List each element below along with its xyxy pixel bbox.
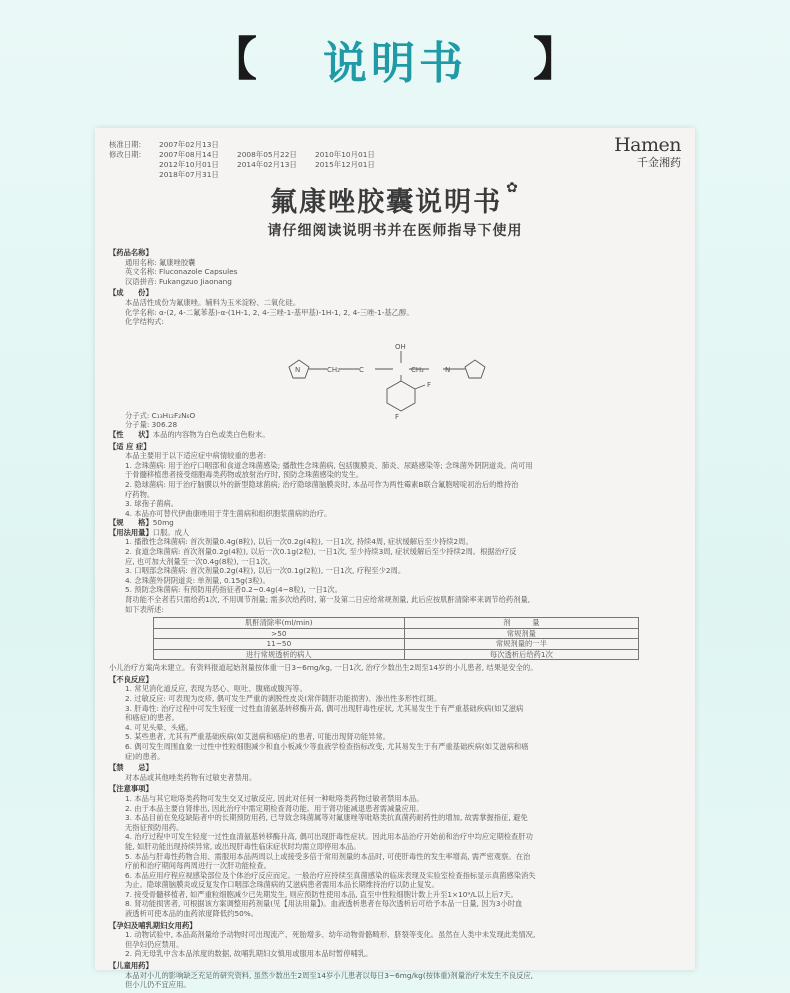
- banner-title: 说明书: [323, 38, 467, 89]
- section-heading: 【适 应 症】: [109, 441, 151, 451]
- brand-logo: [614, 134, 681, 170]
- text-line: 液透析可使本品的血药浓度降低约50%。: [125, 909, 258, 919]
- section-heading: 【成 份】: [109, 288, 153, 298]
- section-heading: 【规 格】: [109, 518, 153, 528]
- svg-text:OH: OH: [395, 342, 406, 351]
- text-line: 1. 播散性念珠菌病: 首次剂量0.4g(8粒), 以后一次0.2g(4粒), 一日1次, 持续4周, 症状缓解后至少持续2周。: [125, 537, 473, 547]
- text-line: 症)的患者。: [125, 751, 165, 761]
- text-line: 6. 本品应用疗程应视感染部位及个体治疗反应而定。一般治疗应持续至真菌感染的临床表现及实验室检查指标显示真菌感染消失: [125, 870, 536, 880]
- section-heading: 【孕妇及哺乳期妇女用药】: [109, 920, 197, 930]
- table-cell: 11~50: [154, 639, 405, 650]
- text-line: 2. 由于本品主要自肾排出, 因此治疗中需定期检查肾功能。用于肾功能减退患者需减量应用。: [125, 803, 424, 813]
- svg-text:C: C: [359, 365, 364, 374]
- text-line: 和癌症)的患者。: [125, 713, 179, 723]
- text-line: 本品活性成份为氟康唑。辅料为玉米淀粉、二氧化硅。: [125, 297, 301, 307]
- meta-date: 2012年10月01日: [159, 160, 219, 169]
- document-subtitle: 请仔细阅读说明书并在医师指导下使用: [267, 223, 523, 239]
- section-heading: 【儿童用药】: [109, 961, 153, 971]
- meta-date: 2018年07月31日: [159, 170, 219, 179]
- text-line: 3. 口咽部念珠菌病: 首次剂量0.2g(4粒), 以后一次0.1g(2粒), 一日1次, 疗程至少2周。: [125, 566, 406, 576]
- approval-dates: [109, 140, 395, 180]
- section-heading: 【不良反应】: [109, 674, 153, 684]
- table-header: 剂 量: [404, 618, 638, 629]
- document-title: [95, 180, 695, 219]
- text-line: 化学结构式:: [125, 317, 164, 327]
- svg-text:CH₂: CH₂: [411, 365, 424, 374]
- text-line: 化学名称: α-(2, 4-二氟苯基)-α-(1H-1, 2, 4-三唑-1-基甲基)-1H-1, 2, 4-三唑-1-基乙醇。: [125, 307, 414, 317]
- text-line: 小儿治疗方案尚未建立。有资料报道起始剂量按体重一日3~6mg/kg, 一日1次, 治疗少数出生2周至14岁的小儿患者, 结果是安全的。: [109, 663, 538, 673]
- text-line: 本品对小儿的影响缺乏充足的研究资料, 虽然少数出生2周至14岁小儿患者以每日3~6mg/kg(按体重)剂量治疗未发生不良反应,: [125, 970, 533, 980]
- text-line: 4. 治疗过程中可发生轻度一过性血清氨基转移酶升高, 偶可出现肝毒性症状。因此用本品治疗开始前和治疗中均应定期检查肝功: [125, 832, 533, 842]
- text-line: 对本品或其他唑类药物有过敏史者禁用。: [125, 772, 257, 782]
- text-line: 3. 肝毒性: 治疗过程中可发生轻度一过性血清氨基转移酶升高, 偶可出现肝毒性症状, 尤其易发生于有严重基础疾病(如艾滋病: [125, 703, 524, 713]
- text-line: 1. 本品与其它吡咯类药物可发生交叉过敏反应, 因此对任何一种吡咯类药物过敏者禁用本品。: [125, 793, 424, 803]
- text-line: 疗前和治疗期间每两周进行一次肝功能检查。: [125, 861, 271, 871]
- text-line: 汉语拼音: Fukangzuo Jiaonang: [125, 276, 232, 286]
- meta-date: 2015年12月01日: [315, 160, 375, 169]
- svg-text:CH₂: CH₂: [327, 365, 340, 374]
- text-line: 1. 动物试验中, 本品高剂量给予动物时可出现流产、死胎增多、幼年动物骨骼畸形、脐裂等变化。虽然在人类中未发现此类情况,: [125, 930, 536, 940]
- leaflet-body: [109, 246, 684, 990]
- molecular-formula: 分子式: C₁₃H₁₂F₂N₆O: [125, 410, 196, 420]
- text-line: 通用名称: 氟康唑胶囊: [125, 257, 196, 267]
- text-line: 2. 过敏反应: 可表现为皮疹, 偶可发生严重的剥脱性皮炎(常伴随肝功能损害)、渗出性多形性红斑。: [125, 694, 442, 703]
- text-line: 3. 本品目前在免疫缺陷者中的长期预防用药, 已导致念珠菌属等对氟康唑等吡咯类抗真菌药耐药性的增加, 故需掌握指征, 避免: [125, 813, 528, 823]
- meta-row: [109, 140, 395, 150]
- text-line: 但小儿仍不宜应用。: [125, 980, 191, 990]
- table-row: [154, 628, 639, 639]
- text-line: 4. 可见头晕、头痛。: [125, 722, 193, 732]
- text-line: 2. 隐球菌病: 用于治疗脑膜以外的新型隐球菌病; 治疗隐球菌脑膜炎时, 本品可作为两性霉素B联合氟胞嘧啶初治后的维持治: [125, 479, 519, 489]
- table-row: [154, 639, 639, 650]
- text-line: 1. 念珠菌病: 用于治疗口咽部和食道念珠菌感染; 播散性念珠菌病, 包括腹膜炎、肺炎、尿路感染等; 念珠菌外阴阴道炎。尚可用: [125, 460, 533, 470]
- text-line: 应, 也可加大剂量至一次0.4g(8粒), 一日1次。: [125, 556, 275, 566]
- section-heading: 【禁 忌】: [109, 763, 153, 773]
- meta-date: 2008年05月22日: [237, 150, 297, 159]
- meta-label: [109, 160, 159, 170]
- meta-date: 2007年02月13日: [159, 140, 219, 149]
- svg-text:N: N: [445, 365, 451, 374]
- text-line: 8. 肾功能损害者, 可根据该方案调整用药剂量(见【用法用量】)。血液透析患者在每次透析后可给予本品一日量, 因为3小时血: [125, 899, 523, 909]
- svg-text:F: F: [427, 380, 432, 389]
- right-bracket: 】: [533, 32, 579, 86]
- meta-date: 2014年02月13日: [237, 160, 297, 169]
- section-heading: 【用法用量】: [109, 527, 153, 537]
- meta-row: [109, 150, 395, 160]
- meta-label: 修改日期:: [109, 150, 142, 159]
- text-line: 3. 球孢子菌病。: [125, 499, 179, 509]
- text-line: 口服。成人: [152, 527, 190, 537]
- text-line: 7. 接受骨髓移植者, 如严重粒细胞减少已先期发生, 则应预防性使用本品, 直至中性粒细胞计数上升至1×10⁹/L以上后7天。: [125, 889, 518, 899]
- text-line: 4. 念珠菌外阴阴道炎: 单剂量, 0.15g(3粒)。: [125, 575, 270, 585]
- text-line: 1. 常见消化道反应, 表现为恶心、呕吐、腹痛或腹泻等。: [125, 684, 307, 694]
- flower-icon: ✿: [506, 180, 520, 196]
- section-heading: 【药品名称】: [109, 248, 153, 257]
- meta-label: [109, 170, 159, 180]
- left-bracket: 【: [211, 32, 257, 86]
- text-line: 6. 偶可发生周围血象一过性中性粒细胞减少和血小板减少等血液学检查指标改变, 尤其易发生于有严重基础疾病(如艾滋病和癌: [125, 741, 529, 751]
- text-line: 2. 尚无母乳中含本品浓度的数据, 故哺乳期妇女慎用或服用本品时暂停哺乳。: [125, 949, 373, 959]
- text-line: 如下表所述:: [125, 604, 164, 614]
- text-line: 肾功能不全者若只需给药1次, 不用调节剂量; 需多次给药时, 第一及第二日应给常规剂量, 此后应按肌酐清除率来调节给药剂量,: [125, 595, 531, 605]
- meta-label: 核准日期:: [109, 140, 142, 149]
- text-line: 疗药物。: [125, 489, 155, 499]
- text-line: 5. 某些患者, 尤其有严重基础疾病(如艾滋病和癌症)的患者, 可能出现肾功能异常。: [125, 732, 391, 742]
- text-line: 50mg: [152, 518, 174, 528]
- meta-date: 2010年10月01日: [315, 150, 375, 159]
- table-header: 肌酐清除率(ml/min): [154, 618, 405, 629]
- text-line: 5. 预防念珠菌病: 有预防用药指征者0.2~0.4g(4~8粒), 一日1次。: [125, 585, 343, 595]
- meta-row: [109, 170, 395, 180]
- text-line: 本品的内容物为白色或类白色粉末。: [152, 429, 270, 439]
- text-line: 4. 本品亦可替代伊曲康唑用于芽生菌病和组织胞浆菌病的治疗。: [125, 508, 332, 518]
- table-cell: 常规剂量的一半: [404, 639, 638, 650]
- table-cell: 进行常规透析的病人: [154, 649, 405, 660]
- section-heading: 【性 状】: [109, 429, 153, 439]
- chemical-structure: [259, 329, 519, 421]
- text-line: 于骨髓移植患者接受细胞毒类药物或放射治疗时, 预防念珠菌感染的发生。: [125, 470, 364, 480]
- svg-text:N: N: [295, 365, 301, 374]
- svg-text:F: F: [395, 412, 400, 421]
- table-row: [154, 649, 639, 660]
- brand-name-en: Hamen: [614, 134, 681, 156]
- text-line: 2. 食道念珠菌病: 首次剂量0.2g(4粒), 以后一次0.1g(2粒), 一日1次, 至少持续3周, 症状缓解后至少持续2周。根据治疗反: [125, 547, 517, 557]
- table-header-row: [154, 618, 639, 629]
- text-line: 本品主要用于以下适应症中病情较重的患者:: [125, 451, 267, 461]
- molecular-weight: 分子量: 306.28: [125, 420, 178, 430]
- meta-row: [109, 160, 395, 170]
- text-line: 无指征预防用药。: [125, 822, 184, 832]
- meta-date: 2007年08月14日: [159, 150, 219, 159]
- banner: [0, 0, 790, 118]
- title-text: 氟康唑胶囊说明书: [270, 187, 503, 218]
- text-line: 英文名称: Fluconazole Capsules: [125, 267, 238, 277]
- text-line: 能, 如肝功能出现持续异常, 或出现肝毒性临床症状时均需立即停用本品。: [125, 841, 361, 851]
- text-line: 但孕妇仍应禁用。: [125, 939, 184, 949]
- renal-dose-table: [153, 617, 639, 660]
- text-line: 5. 本品与肝毒性药物合用、需服用本品两周以上或接受多倍于常用剂量的本品时, 可使肝毒性的发生率增高, 需严密观察。在治: [125, 851, 531, 861]
- text-line: 为止。隐球菌脑膜炎或反复发作口咽部念珠菌病的艾滋病患者需用本品长期维持治疗以防止复发。: [125, 880, 439, 890]
- section-heading: 【注意事项】: [109, 784, 153, 794]
- table-cell: 常规剂量: [404, 628, 638, 639]
- brand-name-cn: 千金湘药: [637, 156, 681, 169]
- table-cell: >50: [154, 628, 405, 639]
- table-cell: 每次透析后给药1次: [404, 649, 638, 660]
- leaflet-sheet: [95, 128, 695, 990]
